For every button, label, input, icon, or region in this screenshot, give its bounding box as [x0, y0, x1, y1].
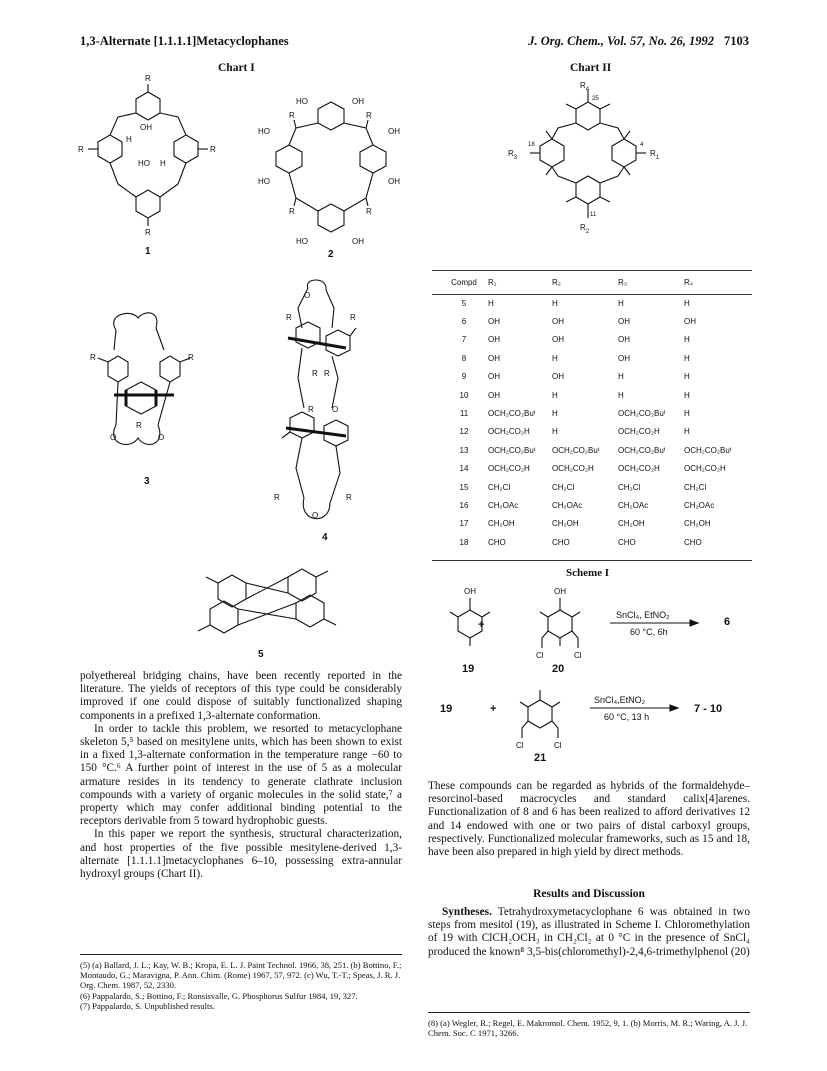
cell: CH₂Cl: [618, 482, 641, 492]
cell: H: [618, 390, 624, 400]
cell: OH: [684, 317, 696, 327]
cell: OCH₂CO₂Buᵗ: [488, 409, 536, 419]
cell: H: [618, 372, 624, 382]
structure-4: [268, 278, 378, 544]
cell: CH₂OAc: [618, 500, 649, 510]
cell: OCH₂CO₂H: [488, 464, 530, 474]
cell: 17: [459, 519, 469, 529]
substituent-r: R: [286, 313, 292, 322]
paragraph: polyethereal bridging chains, have been recently reported in the literature. The yields of receptors of this type could be considerably improved if one could dispose of suitably functionalized shaping components in a prefixed 1,3-alternate conformation.: [80, 670, 402, 722]
substituent-r: R: [366, 111, 372, 120]
compound-number-4: 4: [322, 532, 328, 543]
label-o: O: [158, 433, 165, 442]
r4-sub: 4: [585, 87, 590, 93]
cell: H: [552, 427, 558, 437]
table-row: [440, 404, 744, 422]
label-cl: Cl: [574, 651, 582, 660]
product-7-10: 7 - 10: [694, 703, 723, 715]
substituent-r: R: [210, 145, 216, 154]
compound-number-2: 2: [328, 249, 334, 260]
cell: CH₂Cl: [552, 482, 575, 492]
compound-20: 20: [552, 663, 565, 675]
cell: CHO: [488, 537, 506, 547]
cell: H: [684, 427, 690, 437]
footnote: (6) Pappalardo, S.; Bottino, F.; Ronsisvalle, G. Phosphorus Sulfur 1984, 19, 327.: [80, 990, 358, 1001]
cell: OH: [488, 317, 500, 327]
column-header: R₃: [618, 277, 628, 287]
table-row: [440, 294, 744, 312]
r1-sub: 1: [655, 155, 660, 161]
compound-table: [440, 270, 744, 551]
cell: CHO: [618, 537, 636, 547]
cell: CH₂OAc: [684, 500, 715, 510]
substituent-r: R: [136, 421, 142, 430]
table-header-row: [440, 270, 744, 294]
label-r2: [580, 223, 590, 235]
structure-1: [78, 72, 248, 262]
substituent-r: R: [346, 493, 352, 502]
chart-2-title: Chart II: [570, 62, 612, 74]
table-row: [440, 349, 744, 367]
cell: OH: [552, 317, 564, 327]
cell: CH₂Cl: [684, 482, 707, 492]
cell: OH: [488, 335, 500, 345]
cell: OCH₂CO₂H: [618, 427, 660, 437]
cell: OCH₂CO₂Buᵗ: [684, 445, 732, 455]
footnotes-right: [428, 1018, 750, 1038]
cell: OH: [618, 335, 630, 345]
label-oh: OH: [352, 237, 364, 246]
substituent-r: R: [188, 353, 194, 362]
page-number: 7103: [724, 34, 749, 48]
cell: OH: [552, 335, 564, 345]
table-rule-bottom: [432, 560, 752, 561]
left-column-text: [80, 670, 402, 881]
label-r3: [508, 149, 518, 161]
cell: H: [684, 353, 690, 363]
substituent-r: R: [350, 313, 356, 322]
cell: OCH₂CO₂H: [552, 464, 594, 474]
table-row: [440, 331, 744, 349]
table-row: [440, 460, 744, 478]
cell: OCH₂CO₂H: [684, 464, 726, 474]
cell: OH: [488, 353, 500, 363]
label-r4: [580, 81, 590, 93]
substituent-r: R: [145, 228, 151, 237]
label-oh: OH: [352, 97, 364, 106]
cell: 6: [461, 317, 467, 327]
paragraph-body: Tetrahydroxymetacyclophane 6 was obtained in two steps from mesitol (19), as illustrated in Scheme I. Chloromethylation of 19 with ClCH₂OCH₃ in CH₂Cl₂ at 0 °C in the presence of SnCl₄ produced the known⁸ 3,5-bis(chloromethyl)-2,4,6-trimethylphenol (20): [428, 906, 750, 958]
r4-letter: R: [580, 81, 586, 90]
cell: H: [618, 298, 624, 308]
label-o: O: [332, 405, 339, 414]
cell: OH: [488, 390, 500, 400]
label-oh: OH: [140, 123, 152, 132]
r3-sub: 3: [513, 155, 518, 161]
cell: 11: [459, 409, 469, 419]
cell: OCH₂CO₂Buᵗ: [618, 409, 666, 419]
cell: OH: [618, 317, 630, 327]
position-11: 11: [590, 212, 597, 218]
table-row: [440, 312, 744, 330]
cell: OCH₂CO₂H: [618, 464, 660, 474]
paragraph: These compounds can be regarded as hybrids of the formaldehyde–resorcinol-based macrocycles and standard calix[4]arenes. Functionalization of 8 and 6 has been realized to afford derivatives 12 and 14 endowed with one or two pairs of distal carboxyl groups, respectively. Functionalized molecular frameworks, such as 15 and 18, have been also prepared in high yield by direct methods.: [428, 780, 750, 859]
substituent-r: R: [289, 207, 295, 216]
structure-3: [86, 310, 216, 490]
structure-5: [188, 553, 358, 661]
column-header: Compd: [451, 277, 477, 287]
cell: 15: [459, 482, 469, 492]
label-ho: HO: [296, 97, 308, 106]
running-header-title: 1,3-Alternate [1.1.1.1]Metacyclophanes: [80, 34, 289, 48]
substituent-r: R: [289, 111, 295, 120]
cell: CH₂Cl: [488, 482, 511, 492]
cell: CHO: [684, 537, 702, 547]
substituent-r: R: [366, 207, 372, 216]
cell: CH₂OAc: [488, 500, 519, 510]
position-18: 18: [528, 142, 535, 148]
cell: CH₂OAc: [552, 500, 583, 510]
cell: OCH₂CO₂Buᵗ: [618, 445, 666, 455]
paragraph: In order to tackle this problem, we resorted to metacyclophane skeleton 5,⁵ based on mesitylene units, which has been shown to exist in a fixed 1,3-alternate conformation in the temperature range −60 to 150 °C.⁶ A further point of interest in the use of 5 as a molecular armature resides in its tendency to generate clathrate inclusion compounds with a variety of organic molecules in the solid state,⁷ a property which may confer additional binding potential to the receptors derivable from 5 toward hydrophobic guests.: [80, 722, 402, 828]
condition-1: 60 °C, 6h: [630, 627, 668, 637]
table-row: [440, 423, 744, 441]
table-row: [440, 515, 744, 533]
cell: H: [684, 372, 690, 382]
compound-21: 21: [534, 752, 547, 764]
scheme-1-diagram: [430, 580, 760, 780]
table-row: [440, 533, 744, 551]
label-o: O: [304, 291, 311, 300]
column-header: R₄: [684, 277, 694, 287]
label-h: H: [126, 135, 132, 144]
label-oh: OH: [388, 127, 400, 136]
table-row: [440, 368, 744, 386]
cell: 5: [461, 298, 467, 308]
label-ho: HO: [258, 177, 270, 186]
table-rule-header: [432, 294, 752, 295]
product-6: 6: [724, 616, 731, 628]
r2-sub: 2: [585, 229, 590, 235]
cell: 18: [459, 537, 469, 547]
cell: 14: [459, 464, 469, 474]
plus-sign: +: [478, 619, 485, 631]
table-row: [440, 441, 744, 459]
footnote: (8) (a) Wegler, R.; Regel, E. Makromol. Chem. 1952, 9, 1. (b) Morris, M. R.; Waring, A. J. J. Chem. Soc. C 1971, 3266.: [428, 1018, 748, 1039]
table-row: [440, 478, 744, 496]
label-o: O: [110, 433, 117, 442]
substituent-r: R: [274, 493, 280, 502]
section-heading: Results and Discussion: [533, 888, 645, 900]
compound-19: 19: [462, 663, 475, 675]
condition-2: 60 °C, 13 h: [604, 712, 650, 722]
compound-number-1: 1: [145, 246, 151, 257]
chart-1-title: Chart I: [218, 62, 255, 74]
paragraph: [428, 906, 750, 959]
label-oh: OH: [554, 587, 566, 596]
cell: 8: [461, 353, 467, 363]
label-oh: OH: [388, 177, 400, 186]
cell: OCH₂CO₂Buᵗ: [488, 445, 536, 455]
label-cl: Cl: [516, 741, 524, 750]
substituent-r: R: [145, 74, 151, 83]
cell: CH₂OH: [488, 519, 515, 529]
footnotes-left: [80, 960, 402, 1011]
cell: CH₂OH: [552, 519, 579, 529]
label-oh: OH: [464, 587, 476, 596]
position-4: 4: [640, 142, 644, 148]
table-row: [440, 496, 744, 514]
cell: OH: [618, 353, 630, 363]
substituent-r: R: [78, 145, 84, 154]
substituent-r: R: [324, 369, 330, 378]
cell: CH₂OH: [684, 519, 711, 529]
run-in-heading: Syntheses.: [442, 906, 492, 918]
cell: OH: [488, 372, 500, 382]
cell: H: [488, 298, 494, 308]
cell: CHO: [552, 537, 570, 547]
label-r1: [650, 149, 660, 161]
substituent-r: R: [312, 369, 318, 378]
cell: H: [684, 409, 690, 419]
journal-citation: J. Org. Chem., Vol. 57, No. 26, 1992: [528, 34, 714, 48]
label-h: H: [160, 159, 166, 168]
r2-letter: R: [580, 223, 586, 232]
label-cl: Cl: [554, 741, 562, 750]
compound-number-3: 3: [144, 476, 150, 487]
footnote: (5) (a) Ballard, J. L.; Kay, W. B.; Kropa, E. L. J. Paint Technol. 1966, 38, 251. (b) Bottino, F.; Montaudo, G.; Maravigna, P. Ann. Chim. (Rome) 1967, 57, 972. (c) Wu, T.-T.; Speas, J. R. J. Org. Chem. 1987, 52, 2330.: [80, 960, 402, 991]
cell: H: [684, 335, 690, 345]
cell: OCH₂CO₂H: [488, 427, 530, 437]
footnote: (7) Pappalardo, S. Unpublished results.: [80, 1000, 215, 1011]
right-column-text-2: [428, 906, 750, 959]
table-row: [440, 386, 744, 404]
plus-sign: +: [490, 703, 497, 715]
position-25: 25: [592, 96, 599, 102]
label-o: O: [312, 511, 319, 520]
r3-letter: R: [508, 149, 514, 158]
cell: H: [552, 390, 558, 400]
label-cl: Cl: [536, 651, 544, 660]
structure-2: [256, 92, 406, 262]
cell: H: [684, 390, 690, 400]
column-header: R₁: [488, 277, 497, 287]
cell: 12: [459, 427, 469, 437]
label-ho: HO: [296, 237, 308, 246]
label-ho: HO: [258, 127, 270, 136]
cell: H: [684, 298, 690, 308]
cell: CH₂OH: [618, 519, 645, 529]
cell: 9: [461, 372, 467, 382]
label-ho: HO: [138, 159, 150, 168]
r1-letter: R: [650, 149, 656, 158]
reagent-1: SnCl₄, EtNO₂: [616, 610, 670, 620]
cell: 13: [459, 445, 469, 455]
footnote-rule-right: [428, 1012, 750, 1013]
compound-number-5: 5: [258, 649, 264, 660]
cell: H: [552, 298, 558, 308]
scheme-title: Scheme I: [566, 567, 610, 579]
cell: OH: [552, 372, 564, 382]
substituent-r: R: [90, 353, 96, 362]
chart-2-structure: [500, 76, 690, 256]
right-column-text: [428, 780, 750, 859]
column-header: R₂: [552, 277, 561, 287]
compound-19-second: 19: [440, 703, 453, 715]
cell: 10: [459, 390, 469, 400]
cell: 7: [461, 335, 467, 345]
paragraph: In this paper we report the synthesis, structural characterization, and host properties of the five possible mesitylene-derived 1,3-alternate [1.1.1.1]metacyclophanes 6–10, possessing extra-annular hydroxyl groups (Chart II).: [80, 828, 402, 881]
cell: 16: [459, 500, 469, 510]
substituent-r: R: [308, 405, 314, 414]
reagent-2: SnCl₄,EtNO₂: [594, 695, 646, 705]
cell: H: [552, 353, 558, 363]
running-header-journal: [528, 34, 749, 49]
cell: OCH₂CO₂Buᵗ: [552, 445, 600, 455]
cell: H: [552, 409, 558, 419]
footnote-rule-left: [80, 954, 402, 955]
